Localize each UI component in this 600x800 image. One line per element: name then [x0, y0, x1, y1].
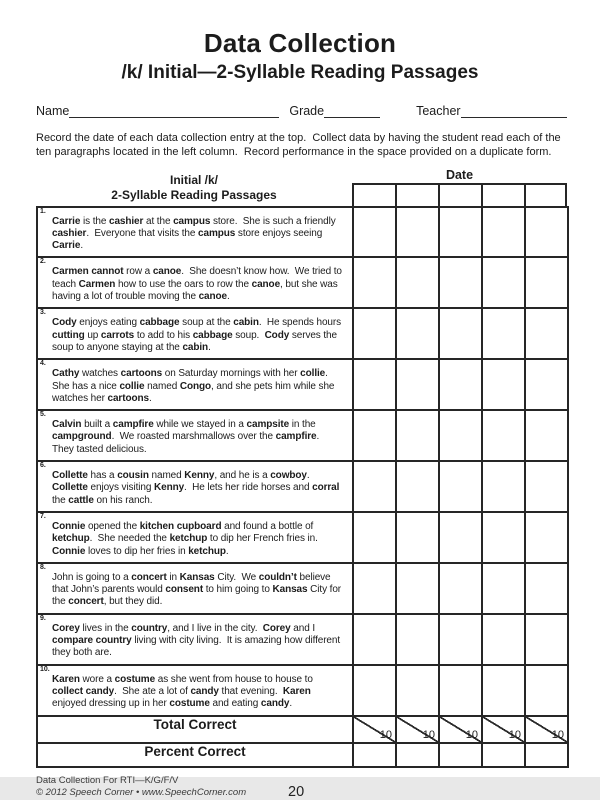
score-cell — [353, 359, 396, 410]
score-cell — [396, 461, 439, 512]
total-correct-label: Total Correct — [37, 716, 353, 743]
score-cell — [396, 665, 439, 716]
score-cell — [525, 308, 568, 359]
percent-score-cell — [396, 743, 439, 767]
denominator-label: 10 — [466, 729, 478, 741]
score-cell — [439, 257, 482, 308]
footer-copyright: © 2012 Speech Corner • www.SpeechCorner.com — [36, 787, 567, 800]
score-cell — [439, 410, 482, 461]
passage-cell — [37, 614, 353, 665]
score-cell — [439, 461, 482, 512]
passage-cell — [37, 359, 353, 410]
score-cell — [353, 308, 396, 359]
score-cell — [439, 563, 482, 614]
score-cell — [525, 512, 568, 563]
score-cell — [396, 614, 439, 665]
passage-cell — [37, 207, 353, 258]
name-label: Name — [36, 104, 69, 118]
score-cell — [353, 257, 396, 308]
denominator-label: 10 — [552, 729, 564, 741]
score-cell — [482, 359, 525, 410]
table-row — [37, 614, 568, 665]
score-cell — [396, 257, 439, 308]
score-cell — [482, 512, 525, 563]
score-cell — [353, 207, 396, 258]
score-cell — [396, 563, 439, 614]
table-row — [37, 308, 568, 359]
page-number: 20 — [288, 784, 304, 800]
instructions-text: Record the date of each data collection entry at the top. Collect data by having the student read each of the ten paragraphs located in the left column. Record performance in the space provided on a duplicate form. — [36, 131, 567, 160]
passage-cell — [37, 665, 353, 716]
row-number: 5. — [40, 411, 46, 419]
score-cell — [482, 410, 525, 461]
passage-text: Carrie is the cashier at the campus store. She is such a friendly cashier. Everyone that visits the campus store enjoys seeing Carrie. — [52, 216, 346, 253]
total-score-cell — [482, 716, 525, 743]
score-cell — [482, 308, 525, 359]
row-number: 3. — [40, 309, 46, 317]
score-cell — [396, 359, 439, 410]
denominator-label: 10 — [423, 729, 435, 741]
score-cell — [482, 257, 525, 308]
score-cell — [439, 512, 482, 563]
percent-correct-row — [37, 743, 568, 767]
percent-correct-label: Percent Correct — [37, 743, 353, 767]
denominator-label: 10 — [509, 729, 521, 741]
passage-cell — [37, 563, 353, 614]
date-column-header — [352, 168, 567, 206]
score-cell — [439, 308, 482, 359]
passage-table — [36, 206, 569, 768]
passage-text: Connie opened the kitchen cupboard and found a bottle of ketchup. She needed the ketchup to dip her French fries in. Connie loves to dip her fries in ketchup. — [52, 521, 346, 558]
grade-blank-line — [324, 104, 380, 118]
passage-text: Carmen cannot row a canoe. She doesn’t know how. We tried to teach Carmen how to use the oars to row the canoe, but she was having a lot of trouble moving the canoe. — [52, 266, 346, 303]
score-cell — [439, 207, 482, 258]
passage-text: Karen wore a costume as she went from house to house to collect candy. She ate a lot of candy that evening. Karen enjoyed dressing up in her costume and eating candy. — [52, 674, 346, 711]
row-number: 8. — [40, 564, 46, 572]
score-cell — [396, 207, 439, 258]
score-cell — [353, 614, 396, 665]
score-cell — [482, 614, 525, 665]
passage-cell — [37, 308, 353, 359]
teacher-blank-line — [461, 104, 567, 118]
score-cell — [525, 461, 568, 512]
score-cell — [525, 359, 568, 410]
footer-series-title: Data Collection For RTI—K/G/F/V — [36, 775, 567, 788]
score-cell — [396, 410, 439, 461]
row-number: 6. — [40, 462, 46, 470]
score-cell — [525, 563, 568, 614]
total-correct-row — [37, 716, 568, 743]
row-number: 1. — [40, 208, 46, 216]
row-number: 10. — [40, 666, 50, 674]
score-cell — [525, 257, 568, 308]
page-footer — [36, 775, 567, 800]
date-header-cell — [395, 183, 438, 206]
total-score-cell — [439, 716, 482, 743]
table-row — [37, 207, 568, 258]
percent-score-cell — [482, 743, 525, 767]
date-header-cell — [352, 183, 395, 206]
score-cell — [482, 461, 525, 512]
date-header-cell — [481, 183, 524, 206]
score-cell — [482, 665, 525, 716]
header-line-2: 2-Syllable Reading Passages — [36, 188, 352, 203]
score-cell — [482, 207, 525, 258]
row-number: 9. — [40, 615, 46, 623]
page-title: Data Collection — [0, 28, 600, 59]
score-cell — [525, 410, 568, 461]
passage-table-body — [37, 207, 568, 716]
total-score-cell — [353, 716, 396, 743]
passage-text: Corey lives in the country, and I live in the city. Corey and I compare country living with city living. It is amazing how different they both are. — [52, 623, 346, 660]
table-row — [37, 563, 568, 614]
row-number: 4. — [40, 360, 46, 368]
date-header-cell — [524, 183, 567, 206]
title-block — [0, 0, 600, 84]
score-cell — [353, 410, 396, 461]
passage-cell — [37, 257, 353, 308]
score-cell — [353, 461, 396, 512]
score-cell — [482, 563, 525, 614]
table-row — [37, 410, 568, 461]
total-score-cell — [396, 716, 439, 743]
score-cell — [353, 512, 396, 563]
date-entry-boxes — [352, 183, 567, 206]
score-cell — [525, 614, 568, 665]
date-label: Date — [352, 168, 567, 183]
table-row — [37, 461, 568, 512]
score-cell — [396, 308, 439, 359]
score-cell — [353, 665, 396, 716]
passage-cell — [37, 512, 353, 563]
name-blank-line — [69, 104, 279, 118]
passage-text: Calvin built a campfire while we stayed in a campsite in the campground. We roasted marshmallows over the campfire. They tasted delicious. — [52, 419, 346, 456]
percent-score-cell — [525, 743, 568, 767]
denominator-label: 10 — [380, 729, 392, 741]
page-content — [36, 101, 567, 800]
grade-label: Grade — [289, 104, 324, 118]
date-header-cell — [438, 183, 481, 206]
score-cell — [525, 207, 568, 258]
score-cell — [396, 512, 439, 563]
table-row — [37, 665, 568, 716]
passage-text: Cody enjoys eating cabbage soup at the cabin. He spends hours cutting up carrots to add to his cabbage soup. Cody serves the soup to anyone staying at the cabin. — [52, 317, 346, 354]
table-header — [36, 168, 567, 206]
teacher-label: Teacher — [416, 104, 460, 118]
page-subtitle: /k/ Initial—2-Syllable Reading Passages — [0, 62, 600, 84]
score-cell — [439, 359, 482, 410]
total-score-cell — [525, 716, 568, 743]
row-number: 7. — [40, 513, 46, 521]
passage-text: Collette has a cousin named Kenny, and he is a cowboy. Collette enjoys visiting Kenny. He lets her ride horses and corral the cattle on his ranch. — [52, 470, 346, 507]
percent-score-cell — [353, 743, 396, 767]
passage-text: Cathy watches cartoons on Saturday mornings with her collie. She has a nice collie named Congo, and she pets him while she watches her cartoons. — [52, 368, 346, 405]
score-cell — [353, 563, 396, 614]
score-cell — [439, 665, 482, 716]
table-row — [37, 257, 568, 308]
score-cell — [525, 665, 568, 716]
passage-cell — [37, 410, 353, 461]
table-row — [37, 359, 568, 410]
header-line-1: Initial /k/ — [36, 173, 352, 188]
passage-column-header — [36, 168, 352, 206]
passage-text: John is going to a concert in Kansas City. We couldn’t believe that John’s parents would consent to him going to Kansas City for the concert, but they did. — [52, 572, 346, 609]
percent-score-cell — [439, 743, 482, 767]
row-number: 2. — [40, 258, 46, 266]
table-row — [37, 512, 568, 563]
passage-cell — [37, 461, 353, 512]
student-info-row — [36, 101, 567, 118]
score-cell — [439, 614, 482, 665]
